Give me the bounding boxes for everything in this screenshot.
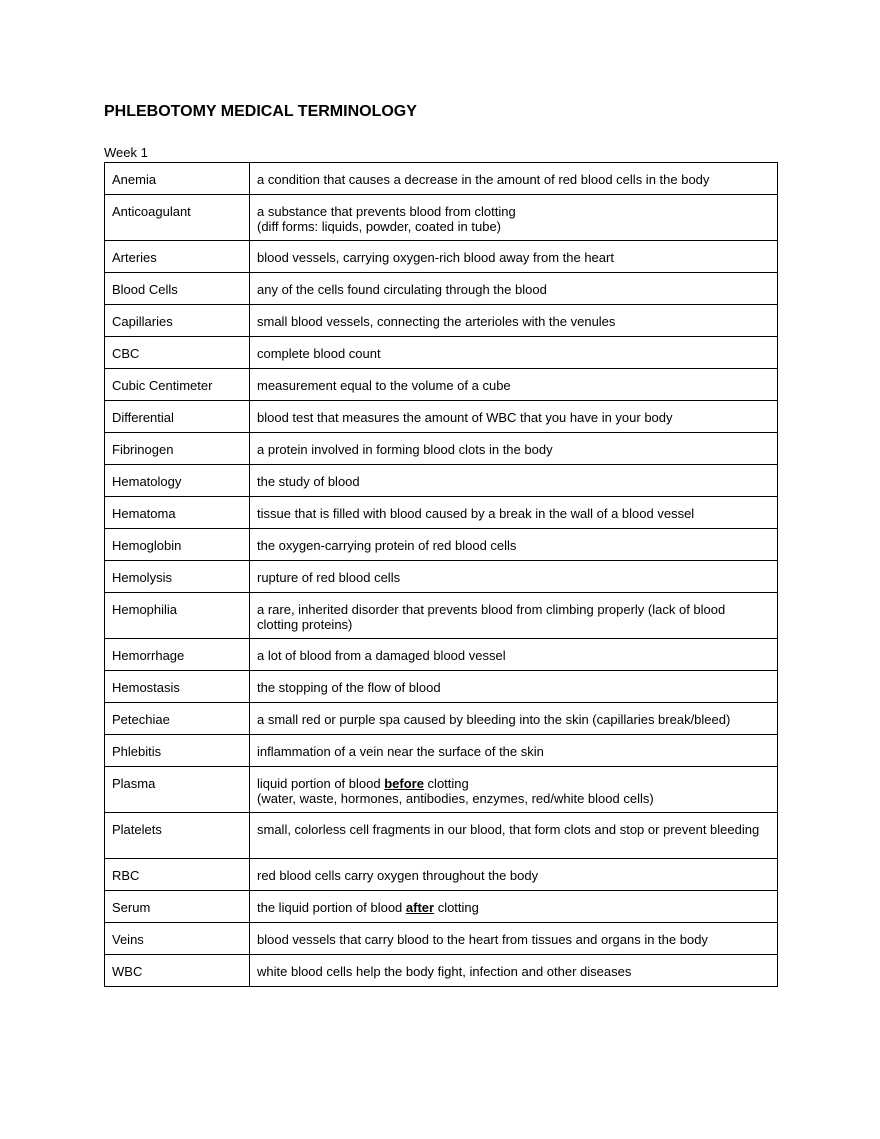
- definition-line: [257, 900, 770, 915]
- definition-line: a small red or purple spa caused by bleeding into the skin (capillaries break/bleed): [257, 712, 731, 727]
- table-row: [105, 163, 778, 195]
- table-row: [105, 923, 778, 955]
- document-title: PHLEBOTOMY MEDICAL TERMINOLOGY: [104, 103, 417, 120]
- definition-line: the stopping of the flow of blood: [257, 680, 441, 695]
- table-row: [105, 891, 778, 923]
- definition-cell: [250, 859, 778, 891]
- term-cell: Fibrinogen: [105, 433, 250, 465]
- definition-cell: [250, 955, 778, 987]
- table-row: [105, 735, 778, 767]
- table-row: [105, 955, 778, 987]
- definition-line: inflammation of a vein near the surface of the skin: [257, 744, 544, 759]
- definition-cell: [250, 529, 778, 561]
- definition-line: any of the cells found circulating through the blood: [257, 282, 547, 297]
- term-cell: Hematology: [105, 465, 250, 497]
- definition-line: a condition that causes a decrease in the amount of red blood cells in the body: [257, 172, 710, 187]
- definition-line: blood test that measures the amount of WBC that you have in your body: [257, 410, 673, 425]
- table-row: [105, 593, 778, 639]
- definition-cell: [250, 639, 778, 671]
- term-cell: Anticoagulant: [105, 195, 250, 241]
- term-cell: RBC: [105, 859, 250, 891]
- term-cell: Arteries: [105, 241, 250, 273]
- table-row: [105, 465, 778, 497]
- term-cell: Hematoma: [105, 497, 250, 529]
- definition-text: liquid portion of blood: [257, 776, 385, 791]
- table-row: [105, 813, 778, 859]
- definition-line: tissue that is filled with blood caused by a break in the wall of a blood vessel: [257, 506, 695, 521]
- term-cell: Plasma: [105, 767, 250, 813]
- table-row: [105, 401, 778, 433]
- definition-cell: [250, 241, 778, 273]
- week-label: Week 1: [104, 145, 148, 160]
- table-row: [105, 337, 778, 369]
- definition-line: [257, 776, 770, 791]
- table-row: [105, 639, 778, 671]
- definition-cell: [250, 273, 778, 305]
- table-row: [105, 195, 778, 241]
- definition-cell: [250, 923, 778, 955]
- term-cell: Capillaries: [105, 305, 250, 337]
- table-row: [105, 671, 778, 703]
- definition-cell: [250, 195, 778, 241]
- term-cell: Blood Cells: [105, 273, 250, 305]
- definition-text: clotting: [423, 776, 469, 791]
- definition-line: small blood vessels, connecting the arterioles with the venules: [257, 314, 616, 329]
- term-cell: Hemoglobin: [105, 529, 250, 561]
- table-row: [105, 529, 778, 561]
- term-cell: CBC: [105, 337, 250, 369]
- term-cell: Hemostasis: [105, 671, 250, 703]
- definition-cell: [250, 813, 778, 859]
- definition-line: blood vessels, carrying oxygen-rich blood away from the heart: [257, 250, 614, 265]
- term-cell: Cubic Centimeter: [105, 369, 250, 401]
- definition-line: blood vessels that carry blood to the heart from tissues and organs in the body: [257, 932, 708, 947]
- definition-cell: [250, 735, 778, 767]
- definition-line: the oxygen-carrying protein of red blood cells: [257, 538, 517, 553]
- definition-cell: [250, 497, 778, 529]
- terminology-table: [104, 162, 778, 987]
- table-row: [105, 497, 778, 529]
- term-cell: Serum: [105, 891, 250, 923]
- emphasis-text: before: [384, 776, 424, 791]
- term-cell: Petechiae: [105, 703, 250, 735]
- definition-cell: [250, 465, 778, 497]
- table-row: [105, 369, 778, 401]
- definition-line: red blood cells carry oxygen throughout the body: [257, 868, 539, 883]
- term-cell: Differential: [105, 401, 250, 433]
- definition-cell: [250, 305, 778, 337]
- definition-line: a rare, inherited disorder that prevents blood from climbing properly (lack of blood clotting proteins): [257, 602, 726, 632]
- definition-cell: [250, 593, 778, 639]
- table-row: [105, 859, 778, 891]
- term-cell: Hemorrhage: [105, 639, 250, 671]
- definition-text: the liquid portion of blood: [257, 900, 406, 915]
- definition-line: complete blood count: [257, 346, 381, 361]
- definition-cell: [250, 703, 778, 735]
- definition-cell: [250, 767, 778, 813]
- definition-line: a protein involved in forming blood clots in the body: [257, 442, 553, 457]
- definition-line: (diff forms: liquids, powder, coated in tube): [257, 219, 501, 234]
- definition-cell: [250, 369, 778, 401]
- definition-line: white blood cells help the body fight, infection and other diseases: [257, 964, 632, 979]
- table-row: [105, 433, 778, 465]
- term-cell: Hemolysis: [105, 561, 250, 593]
- definition-cell: [250, 561, 778, 593]
- definition-cell: [250, 163, 778, 195]
- definition-cell: [250, 401, 778, 433]
- definition-cell: [250, 891, 778, 923]
- table-row: [105, 561, 778, 593]
- definition-line: rupture of red blood cells: [257, 570, 401, 585]
- table-row: [105, 703, 778, 735]
- table-row: [105, 767, 778, 813]
- term-cell: Anemia: [105, 163, 250, 195]
- definition-cell: [250, 433, 778, 465]
- definition-line: (water, waste, hormones, antibodies, enzymes, red/white blood cells): [257, 791, 654, 806]
- definition-cell: [250, 671, 778, 703]
- definition-text: clotting: [434, 900, 479, 915]
- definition-line: measurement equal to the volume of a cube: [257, 378, 511, 393]
- definition-line: a substance that prevents blood from clotting: [257, 204, 516, 219]
- table-row: [105, 241, 778, 273]
- term-cell: Platelets: [105, 813, 250, 859]
- definition-line: small, colorless cell fragments in our blood, that form clots and stop or prevent bleeding: [257, 822, 760, 837]
- term-cell: Veins: [105, 923, 250, 955]
- table-row: [105, 273, 778, 305]
- term-cell: Phlebitis: [105, 735, 250, 767]
- table-row: [105, 305, 778, 337]
- emphasis-text: after: [405, 900, 435, 915]
- definition-line: the study of blood: [257, 474, 360, 489]
- definition-line: a lot of blood from a damaged blood vessel: [257, 648, 506, 663]
- term-cell: Hemophilia: [105, 593, 250, 639]
- term-cell: WBC: [105, 955, 250, 987]
- definition-cell: [250, 337, 778, 369]
